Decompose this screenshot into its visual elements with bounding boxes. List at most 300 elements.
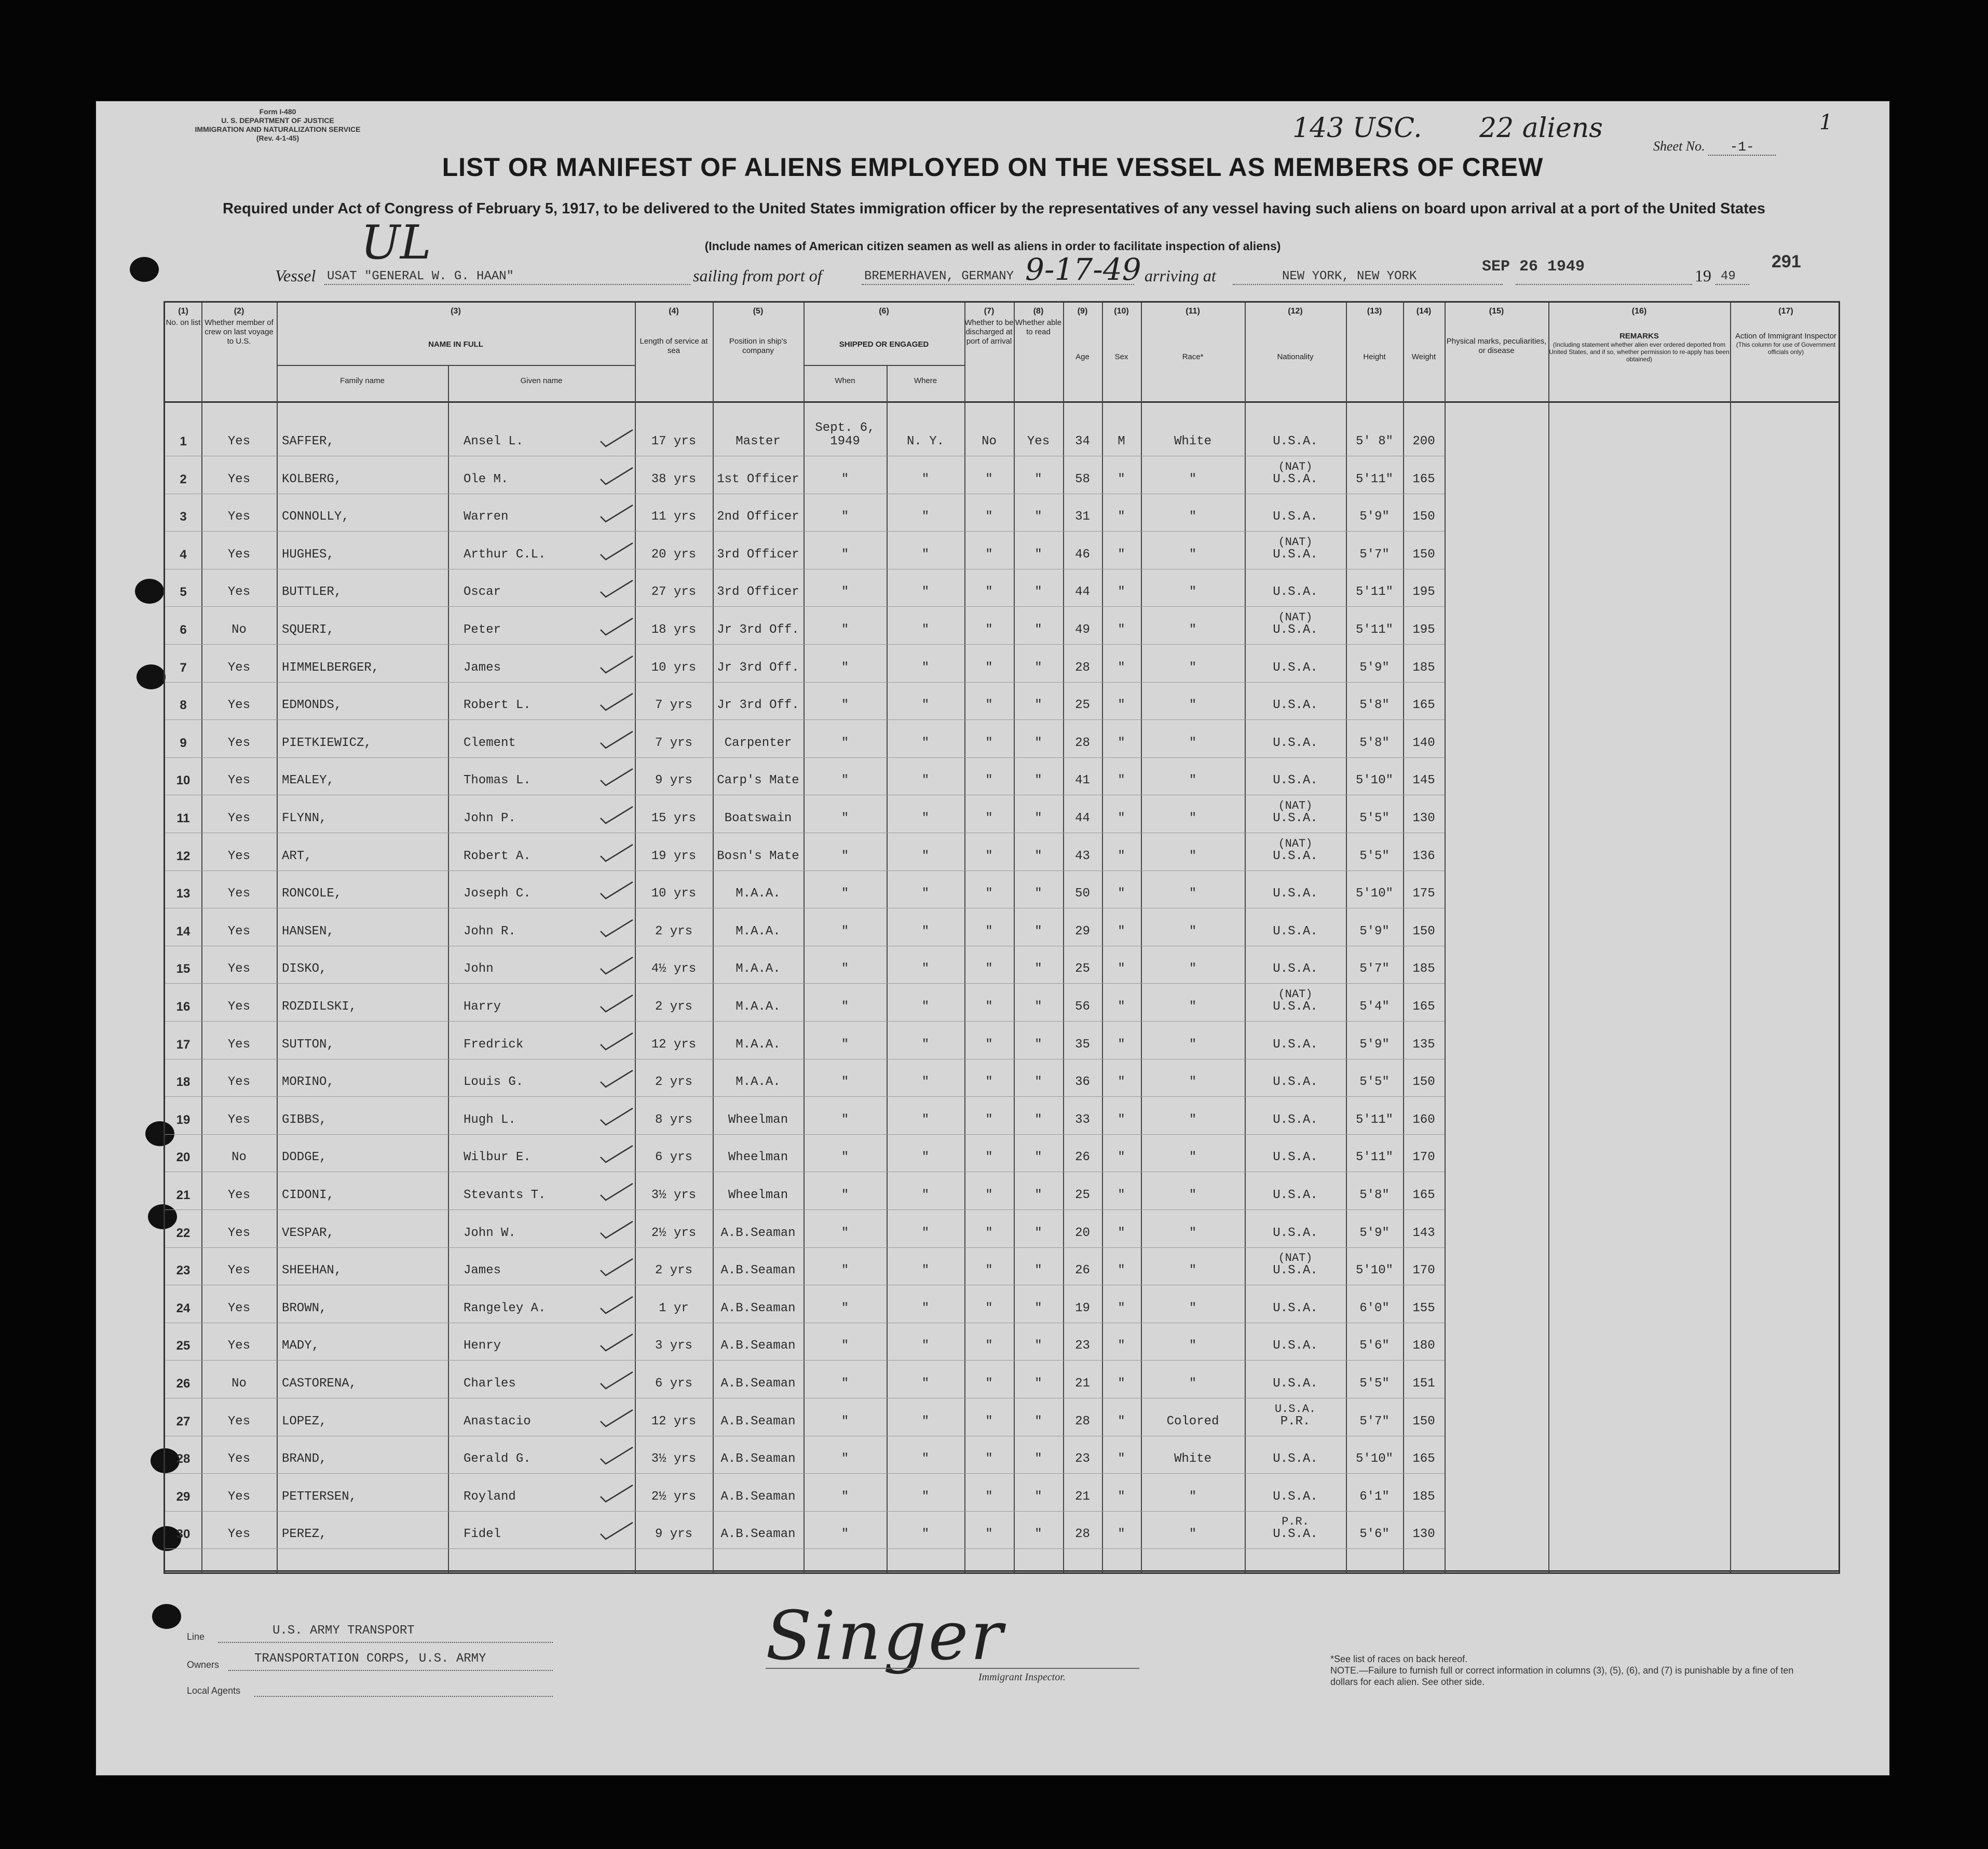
age: 44: [1075, 811, 1090, 825]
able-to-read: ": [1034, 1263, 1042, 1278]
discharged: ": [985, 585, 993, 600]
family-name: KOLBERG,: [282, 472, 342, 486]
service-length: 9 yrs: [655, 1527, 692, 1542]
family-name: PETTERSEN,: [282, 1489, 357, 1504]
column-heading: Whether able to read: [1015, 318, 1062, 336]
able-to-read: ": [1034, 1226, 1042, 1240]
arrival-port: NEW YORK, NEW YORK: [1282, 269, 1417, 283]
vessel-underline: [324, 284, 690, 285]
nationality: U.S.A.: [1273, 773, 1318, 788]
service-length: 2 yrs: [655, 924, 692, 939]
nationality: U.S.A.: [1273, 472, 1318, 486]
able-to-read: ": [1034, 849, 1042, 863]
column-heading: Height: [1363, 352, 1386, 361]
line-label: Line: [187, 1632, 205, 1642]
able-to-read: ": [1034, 924, 1042, 939]
race: ": [1189, 1037, 1197, 1052]
handwritten-initials: UL: [361, 215, 431, 270]
shipped-when: ": [841, 585, 849, 600]
race: ": [1189, 1489, 1197, 1504]
footnote: [1330, 1653, 1798, 1688]
header-c17: [1730, 307, 1842, 356]
row-rule: [165, 983, 1445, 984]
shipped-when: ": [841, 1188, 849, 1202]
row-number: 18: [176, 1075, 190, 1090]
height: 5'11": [1355, 472, 1393, 486]
given-name: Fredrick: [464, 1037, 524, 1052]
sex: ": [1118, 585, 1125, 600]
departure-port: BREMERHAVEN, GERMANY: [864, 269, 1014, 283]
able-to-read: ": [1034, 736, 1042, 750]
age: 31: [1075, 510, 1090, 524]
race: ": [1189, 1527, 1197, 1542]
row-number: 25: [176, 1339, 190, 1353]
check-mark-icon: [598, 1483, 635, 1505]
able-to-read: Yes: [1027, 434, 1050, 448]
height: 5'9": [1359, 660, 1390, 675]
nationality: U.S.A.: [1273, 887, 1318, 901]
shipped-where: ": [921, 811, 930, 825]
age: 23: [1075, 1452, 1090, 1466]
year-underline: [1715, 284, 1749, 285]
race: ": [1189, 660, 1197, 675]
sex: ": [1118, 1377, 1125, 1391]
check-mark-icon: [598, 1106, 635, 1128]
row-number: 24: [176, 1301, 190, 1315]
row-number: 15: [176, 962, 190, 976]
when-heading: When: [835, 376, 855, 385]
previous-voyage: No: [232, 1377, 247, 1391]
department: U. S. DEPARTMENT OF JUSTICE: [221, 116, 334, 125]
shipped-where: N. Y.: [906, 434, 944, 448]
family-name: SHEEHAN,: [282, 1263, 342, 1278]
service-length: 4½ yrs: [651, 962, 697, 976]
height: 5'11": [1355, 1150, 1393, 1165]
shipped-where: ": [921, 1263, 930, 1278]
service-length: 12 yrs: [651, 1414, 697, 1429]
able-to-read: ": [1034, 623, 1042, 637]
document-subtitle: Required under Act of Congress of February 5, 1917, to be delivered to the United States immigration officer by the representatives of any vessel having such aliens on board upon arrival at a port of the United States: [222, 200, 1766, 217]
column-number: (10): [1114, 307, 1129, 316]
previous-voyage: Yes: [227, 811, 251, 825]
position: A.B.Seaman: [720, 1377, 796, 1391]
row-number: 21: [176, 1188, 190, 1202]
given-name: Hugh L.: [464, 1112, 516, 1127]
service-length: 1 yr: [659, 1301, 689, 1315]
previous-voyage: Yes: [227, 1075, 251, 1090]
column-heading: Weight: [1411, 352, 1436, 361]
family-name: CASTORENA,: [282, 1377, 357, 1391]
nationality: U.S.A.: [1273, 736, 1318, 750]
binder-hole: [130, 257, 159, 282]
given-name: Anastacio: [464, 1414, 531, 1429]
check-mark-icon: [598, 729, 635, 751]
previous-voyage: Yes: [227, 1188, 251, 1202]
header-c13: [1346, 307, 1403, 362]
sheet-label: Sheet No.: [1653, 139, 1705, 154]
age: 49: [1075, 623, 1090, 637]
able-to-read: ": [1034, 472, 1042, 486]
header-c1: [165, 307, 201, 328]
weight: 160: [1412, 1112, 1435, 1127]
sex: ": [1118, 472, 1125, 486]
family-name: FLYNN,: [282, 811, 327, 825]
check-mark-icon: [598, 1144, 635, 1165]
previous-voyage: Yes: [227, 698, 251, 713]
row-number: 19: [176, 1112, 190, 1127]
row-number: 12: [176, 849, 190, 863]
discharged: ": [985, 1414, 993, 1429]
race: ": [1189, 1150, 1197, 1165]
row-number: 3: [180, 510, 187, 524]
shipped-where: ": [921, 1527, 930, 1542]
header-c2: [201, 307, 277, 346]
given-name: Clement: [464, 736, 516, 750]
column-heading: NAME IN FULL: [428, 340, 483, 349]
service-length: 2½ yrs: [651, 1489, 697, 1504]
family-name: BUTTLER,: [282, 585, 342, 600]
previous-voyage: Yes: [227, 547, 251, 562]
shipped-when: ": [841, 1075, 849, 1090]
race: ": [1189, 962, 1197, 976]
position: 1st Officer: [717, 472, 799, 486]
position: Jr 3rd Off.: [717, 660, 799, 675]
shipped-where: ": [921, 1339, 930, 1353]
shipped-where: ": [921, 1075, 930, 1090]
height: 5'4": [1359, 1000, 1390, 1014]
weight: 130: [1412, 811, 1435, 825]
header-c5: [713, 307, 804, 356]
nationality: U.S.A.: [1273, 1075, 1318, 1090]
height: 5'8": [1359, 736, 1390, 750]
vessel-label: Vessel: [275, 266, 316, 285]
shipped-when: ": [841, 773, 849, 788]
sex: ": [1118, 698, 1125, 713]
where-heading: Where: [914, 376, 937, 385]
column-number: (17): [1778, 307, 1793, 316]
height: 5' 8": [1355, 434, 1393, 448]
shipped-where: ": [921, 1188, 930, 1202]
row-rule: [165, 531, 1445, 532]
discharged: ": [985, 924, 993, 939]
shipped-where: ": [921, 510, 930, 524]
shipped-when: ": [841, 1339, 849, 1353]
row-rule: [165, 644, 1445, 645]
height: 5'11": [1355, 623, 1393, 637]
height: 5'10": [1355, 1263, 1393, 1278]
height: 5'10": [1355, 1452, 1393, 1466]
discharged: ": [985, 1112, 993, 1127]
owners-value: TRANSPORTATION CORPS, U.S. ARMY: [254, 1652, 486, 1666]
nationality: U.S.A.: [1273, 849, 1318, 863]
check-mark-icon: [598, 1181, 635, 1203]
shipped-when: ": [841, 1414, 849, 1429]
service-length: 2 yrs: [655, 1000, 692, 1014]
previous-voyage: Yes: [227, 1339, 251, 1353]
shipped-when: ": [841, 1527, 849, 1542]
weight: 175: [1412, 887, 1435, 901]
race: ": [1189, 1000, 1197, 1014]
sex: ": [1118, 849, 1125, 863]
discharged: ": [985, 1527, 993, 1542]
nationality: U.S.A.: [1273, 1188, 1318, 1202]
discharged: ": [985, 1000, 993, 1014]
able-to-read: ": [1034, 660, 1042, 675]
height: 5'9": [1359, 924, 1390, 939]
weight: 135: [1412, 1037, 1435, 1052]
shipped-where: ": [921, 887, 930, 901]
age: 19: [1075, 1301, 1090, 1315]
service-length: 20 yrs: [651, 547, 697, 562]
arrival-date-stamp: SEP 26 1949: [1482, 258, 1585, 276]
column-rule: [1548, 303, 1549, 1572]
column-number: (12): [1288, 307, 1303, 316]
nationality: U.S.A.: [1273, 1000, 1318, 1014]
column-heading: Action of Immigrant Inspector: [1735, 332, 1837, 341]
discharged: ": [985, 1263, 993, 1278]
nationality-note: (NAT): [1278, 460, 1313, 473]
column-heading: Length of service at sea: [639, 337, 708, 355]
previous-voyage: Yes: [227, 962, 251, 976]
previous-voyage: Yes: [227, 585, 251, 600]
shipped-where: ": [921, 623, 930, 637]
family-name: EDMONDS,: [282, 698, 342, 713]
race: ": [1189, 924, 1197, 939]
given-name: Harry: [464, 1000, 501, 1014]
race: ": [1189, 1263, 1197, 1278]
height: 5'10": [1355, 773, 1393, 788]
race: ": [1189, 698, 1197, 713]
able-to-read: ": [1034, 1527, 1042, 1542]
nationality: U.S.A.: [1273, 623, 1318, 637]
given-name: Warren: [464, 510, 509, 524]
shipped-when: ": [841, 510, 849, 524]
height: 6'1": [1359, 1489, 1390, 1504]
column-heading: SHIPPED OR ENGAGED: [839, 340, 929, 349]
weight: 165: [1412, 1000, 1435, 1014]
previous-voyage: Yes: [227, 1037, 251, 1052]
footnote-penalty: NOTE.—Failure to furnish full or correct information in columns (3), (5), (6), and (7) is punishable by a fine of ten dollars for each alien. See other side.: [1330, 1665, 1794, 1687]
given-name: Rangeley A.: [464, 1301, 546, 1315]
shipped-where: ": [921, 1377, 930, 1391]
age: 28: [1075, 1414, 1090, 1429]
position: Wheelman: [728, 1150, 788, 1165]
check-mark-icon: [598, 541, 635, 563]
shipped-where: ": [921, 698, 930, 713]
discharged: ": [985, 887, 993, 901]
weight: 180: [1412, 1339, 1435, 1353]
row-rule: [165, 1134, 1445, 1135]
column-number: (7): [984, 307, 995, 316]
position: Master: [736, 434, 781, 448]
race: ": [1189, 1301, 1197, 1315]
position: A.B.Seaman: [720, 1414, 796, 1429]
discharged: ": [985, 1301, 993, 1315]
check-mark-icon: [598, 654, 635, 676]
age: 36: [1075, 1075, 1090, 1090]
column-heading: Position in ship's company: [729, 337, 787, 355]
height: 5'6": [1359, 1527, 1390, 1542]
discharged: ": [985, 849, 993, 863]
check-mark-icon: [598, 1408, 635, 1430]
nationality-note: P.R.: [1282, 1515, 1309, 1529]
row-number: 20: [176, 1150, 190, 1165]
service-length: 27 yrs: [651, 585, 697, 600]
height: 5'9": [1359, 510, 1390, 524]
age: 28: [1075, 1527, 1090, 1542]
service-length: 18 yrs: [651, 623, 697, 637]
previous-voyage: Yes: [227, 849, 251, 863]
shipped-when: ": [841, 623, 849, 637]
row-rule: [165, 1360, 1445, 1361]
race: Colored: [1166, 1414, 1219, 1429]
sex: ": [1118, 736, 1125, 750]
row-number: 13: [176, 887, 190, 901]
race: ": [1189, 1226, 1197, 1240]
column-heading: Race*: [1182, 352, 1204, 361]
able-to-read: ": [1034, 510, 1042, 524]
position: M.A.A.: [736, 962, 781, 976]
column-number: (13): [1367, 307, 1382, 316]
owners-label: Owners: [187, 1660, 220, 1670]
race: ": [1189, 510, 1197, 524]
previous-voyage: Yes: [227, 434, 251, 448]
given-name-heading: Given name: [520, 376, 563, 385]
check-mark-icon: [598, 767, 635, 788]
service-length: 2 yrs: [655, 1263, 692, 1278]
binder-hole: [152, 1604, 181, 1629]
position: Boatswain: [724, 811, 792, 825]
shipped-when: ": [841, 1263, 849, 1278]
nationality-note: (NAT): [1278, 988, 1313, 1001]
race: White: [1174, 434, 1211, 448]
sex: ": [1118, 962, 1125, 976]
given-name: James: [464, 660, 501, 675]
check-mark-icon: [598, 805, 635, 826]
height: 5'5": [1359, 1377, 1390, 1391]
header-where: [887, 376, 964, 386]
age: 26: [1075, 1150, 1090, 1165]
family-name: MADY,: [282, 1339, 320, 1353]
nationality: U.S.A.: [1273, 1301, 1318, 1315]
nationality-note: (NAT): [1278, 837, 1313, 850]
discharged: ": [985, 1037, 993, 1052]
given-name: John R.: [464, 924, 516, 939]
document-title: LIST OR MANIFEST OF ALIENS EMPLOYED ON THE VESSEL AS MEMBERS OF CREW: [442, 153, 1544, 182]
given-name: Ole M.: [464, 472, 509, 486]
crew-table: [164, 301, 1840, 1574]
height: 5'11": [1355, 585, 1393, 600]
race: ": [1189, 1339, 1197, 1353]
check-mark-icon: [598, 1332, 635, 1354]
previous-voyage: Yes: [227, 1489, 251, 1504]
service-length: 7 yrs: [655, 736, 692, 750]
family-name: VESPAR,: [282, 1226, 334, 1240]
previous-voyage: Yes: [227, 1414, 251, 1429]
shipped-when: ": [841, 1301, 849, 1315]
service-length: 7 yrs: [655, 698, 692, 713]
previous-voyage: Yes: [227, 472, 251, 486]
previous-voyage: Yes: [227, 887, 251, 901]
family-name: PEREZ,: [282, 1527, 327, 1542]
weight: 136: [1412, 849, 1435, 863]
shipped-where: ": [921, 736, 930, 750]
sex: ": [1118, 924, 1125, 939]
position: Wheelman: [728, 1112, 788, 1127]
service-length: 17 yrs: [651, 434, 697, 448]
age: 56: [1075, 1000, 1090, 1014]
family-name: MORINO,: [282, 1075, 334, 1090]
row-rule: [165, 1473, 1445, 1474]
sex: ": [1118, 1000, 1125, 1014]
nationality: U.S.A.: [1273, 811, 1318, 825]
family-name: ROZDILSKI,: [282, 1000, 357, 1014]
shipped-where: ": [921, 773, 930, 788]
column-heading: Sex: [1114, 352, 1128, 361]
header-c10: [1102, 307, 1141, 362]
service-length: 9 yrs: [655, 773, 692, 788]
row-number: 30: [176, 1527, 190, 1542]
row-number: 16: [176, 1000, 190, 1014]
position: Carpenter: [724, 736, 792, 750]
family-name: ART,: [282, 849, 312, 863]
check-mark-icon: [598, 1520, 635, 1542]
row-rule: [165, 1021, 1445, 1022]
race: ": [1189, 849, 1197, 863]
family-name: LOPEZ,: [282, 1414, 327, 1429]
previous-voyage: Yes: [227, 773, 251, 788]
column-number: (14): [1416, 307, 1432, 316]
column-heading: Nationality: [1277, 352, 1314, 361]
shipped-where: ": [921, 924, 930, 939]
family-name: HANSEN,: [282, 924, 334, 939]
handwritten-alien-count: 22 aliens: [1479, 113, 1603, 144]
discharged: ": [985, 472, 993, 486]
weight: 200: [1412, 434, 1435, 448]
position: Bosn's Mate: [717, 849, 799, 863]
handwritten-code: 143 USC.: [1292, 113, 1422, 144]
discharged: ": [985, 1452, 993, 1466]
age: 25: [1075, 698, 1090, 713]
vessel-name: USAT "GENERAL W. G. HAAN": [327, 269, 514, 283]
nationality-note: (NAT): [1278, 1252, 1313, 1265]
page-number: 291: [1772, 252, 1801, 271]
height: 5'5": [1359, 849, 1390, 863]
shipped-when: ": [841, 1037, 849, 1052]
shipped-when: ": [841, 472, 849, 486]
weight: 150: [1412, 1414, 1435, 1429]
row-number: 22: [176, 1226, 190, 1240]
weight: 143: [1412, 1226, 1435, 1240]
height: 5'9": [1359, 1037, 1390, 1052]
header-c16: [1548, 307, 1730, 363]
shipped-when: ": [841, 1489, 849, 1504]
family-name: CONNOLLY,: [282, 510, 349, 524]
nationality: U.S.A.: [1273, 1527, 1318, 1542]
row-number: 14: [176, 924, 190, 939]
shipped-where: ": [921, 472, 930, 486]
nationality: U.S.A.: [1273, 434, 1318, 448]
given-name: Robert A.: [464, 849, 531, 863]
able-to-read: ": [1034, 1414, 1042, 1429]
weight: 170: [1412, 1263, 1435, 1278]
given-name: Louis G.: [464, 1075, 524, 1090]
shipped-when: Sept. 6, 1949: [815, 421, 875, 448]
family-name-heading: Family name: [340, 376, 385, 385]
previous-voyage: Yes: [227, 1226, 251, 1240]
inspector-label: Immigrant Inspector.: [978, 1671, 1066, 1683]
sex: ": [1118, 1414, 1125, 1429]
